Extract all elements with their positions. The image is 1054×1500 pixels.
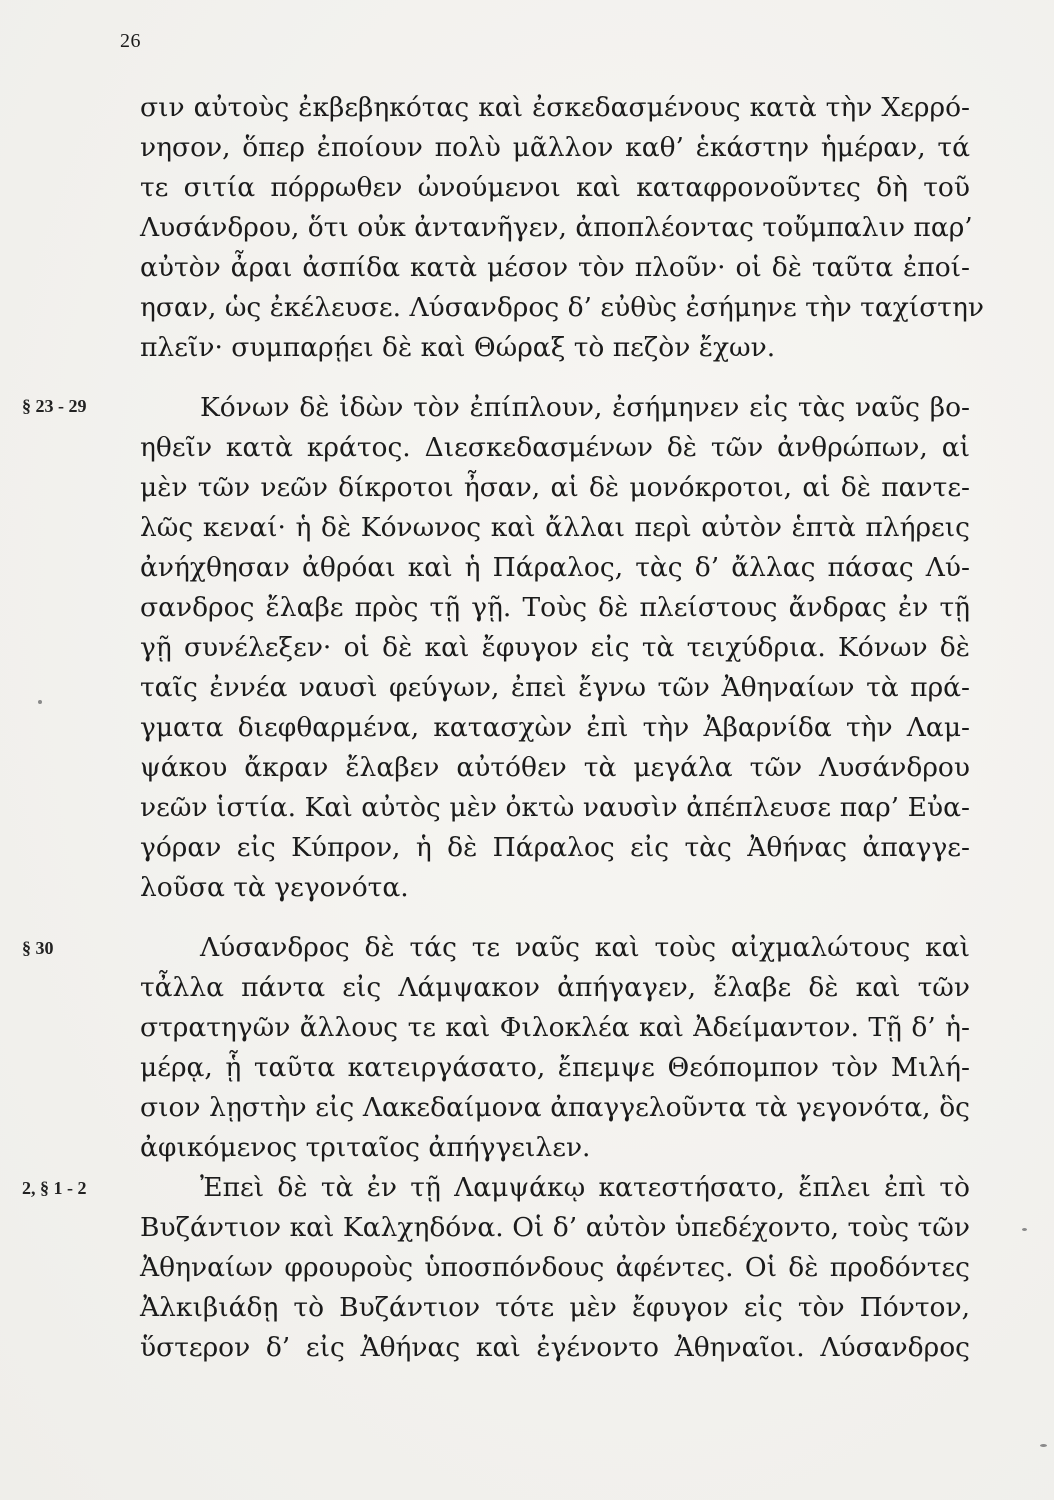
- text-line: Κόνων δὲ ἰδὼν τὸν ἐπίπλουν, ἐσήμηνεν εἰς τὰς ναῦς βο-: [200, 392, 970, 423]
- marginal-reference: § 23 - 29: [22, 396, 87, 416]
- marginal-reference: 2, § 1 - 2: [22, 1178, 87, 1198]
- page-number: 26: [120, 30, 141, 52]
- text-line: Ἀθηναίων φρουροὺς ὑποσπόνδους ἀφέντες. Οἱ δὲ προδόντες: [140, 1252, 970, 1283]
- text-line: νησον, ὅπερ ἐποίουν πολὺ μᾶλλον καθ’ ἑκάστην ἡμέραν, τά: [140, 132, 970, 163]
- text-line: ἀνήχθησαν ἀθρόαι καὶ ἡ Πάραλος, τὰς δ’ ἄλλας πάσας Λύ-: [140, 552, 970, 583]
- text-line: μὲν τῶν νεῶν δίκροτοι ἦσαν, αἱ δὲ μονόκροτοι, αἱ δὲ παντε-: [140, 472, 970, 503]
- text-line: σιν αὐτοὺς ἐκβεβηκότας καὶ ἐσκεδασμένους κατὰ τὴν Χερρό-: [140, 92, 970, 123]
- text-line: μέρᾳ, ᾗ ταῦτα κατειργάσατο, ἔπεμψε Θεόπομπον τὸν Μιλή-: [140, 1052, 970, 1083]
- text-line: ψάκου ἄκραν ἔλαβεν αὐτόθεν τὰ μεγάλα τῶν Λυσάνδρου: [140, 752, 970, 783]
- text-line: ταῖς ἐννέα ναυσὶ φεύγων, ἐπεὶ ἔγνω τῶν Ἀθηναίων τὰ πρά-: [140, 672, 970, 703]
- text-line: γῇ συνέλεξεν· οἱ δὲ καὶ ἔφυγον εἰς τὰ τειχύδρια. Κόνων δὲ: [140, 632, 970, 663]
- text-line: Ἀλκιβιάδῃ τὸ Βυζάντιον τότε μὲν ἔφυγον εἰς τὸν Πόντον,: [140, 1292, 970, 1323]
- text-line: λοῦσα τὰ γεγονότα.: [140, 872, 409, 903]
- text-line: γόραν εἰς Κύπρον, ἡ δὲ Πάραλος εἰς τὰς Ἀθήνας ἀπαγγε-: [140, 832, 970, 863]
- text-line: νεῶν ἱστία. Καὶ αὐτὸς μὲν ὀκτὼ ναυσὶν ἀπέπλευσε παρ’ Εὐα-: [140, 792, 970, 823]
- text-line: ἀφικόμενος τριταῖος ἀπήγγειλεν.: [140, 1132, 591, 1163]
- text-line: γματα διεφθαρμένα, κατασχὼν ἐπὶ τὴν Ἀβαρνίδα τὴν Λαμ-: [140, 712, 970, 743]
- text-line: λῶς κεναί· ἡ δὲ Κόνωνος καὶ ἄλλαι περὶ αὐτὸν ἑπτὰ πλήρεις: [140, 512, 970, 543]
- text-line: σιον λῃστὴν εἰς Λακεδαίμονα ἀπαγγελοῦντα τὰ γεγονότα, ὃς: [140, 1092, 970, 1123]
- text-line: ηθεῖν κατὰ κράτος. Διεσκεδασμένων δὲ τῶν ἀνθρώπων, αἱ: [140, 432, 970, 463]
- scan-speck: [1040, 1444, 1047, 1447]
- marginal-reference: § 30: [22, 938, 54, 958]
- text-line: στρατηγῶν ἄλλους τε καὶ Φιλοκλέα καὶ Ἀδείμαντον. Τῇ δ’ ἡ-: [140, 1012, 970, 1043]
- scan-speck: [38, 700, 42, 704]
- text-line: ησαν, ὡς ἐκέλευσε. Λύσανδρος δ’ εὐθὺς ἐσήμηνε τὴν ταχίστην: [140, 292, 984, 323]
- text-line: πλεῖν· συμπαρῄει δὲ καὶ Θώραξ τὸ πεζὸν ἔχων.: [140, 332, 776, 363]
- scan-speck: [1022, 1228, 1027, 1231]
- text-line: Ἐπεὶ δὲ τὰ ἐν τῇ Λαμψάκῳ κατεστήσατο, ἔπλει ἐπὶ τὸ: [200, 1172, 970, 1203]
- text-line: Λυσάνδρου, ὅτι οὐκ ἀντανῆγεν, ἀποπλέοντας τοὔμπαλιν παρ’: [140, 212, 973, 243]
- text-line: Λύσανδρος δὲ τάς τε ναῦς καὶ τοὺς αἰχμαλώτους καὶ: [200, 932, 970, 963]
- text-line: τε σιτία πόρρωθεν ὠνούμενοι καὶ καταφρονοῦντες δὴ τοῦ: [140, 172, 970, 203]
- text-line: Βυζάντιον καὶ Καλχηδόνα. Οἱ δ’ αὐτὸν ὑπεδέχοντο, τοὺς τῶν: [140, 1212, 970, 1243]
- text-line: αὐτὸν ἆραι ἀσπίδα κατὰ μέσον τὸν πλοῦν· οἱ δὲ ταῦτα ἐποί-: [140, 252, 970, 283]
- text-line: τἆλλα πάντα εἰς Λάμψακον ἀπήγαγεν, ἔλαβε δὲ καὶ τῶν: [140, 972, 970, 1003]
- text-line: ὕστερον δ’ εἰς Ἀθήνας καὶ ἐγένοντο Ἀθηναῖοι. Λύσανδρος: [140, 1332, 970, 1363]
- text-line: σανδρος ἔλαβε πρὸς τῇ γῇ. Τοὺς δὲ πλείστους ἄνδρας ἐν τῇ: [140, 592, 970, 623]
